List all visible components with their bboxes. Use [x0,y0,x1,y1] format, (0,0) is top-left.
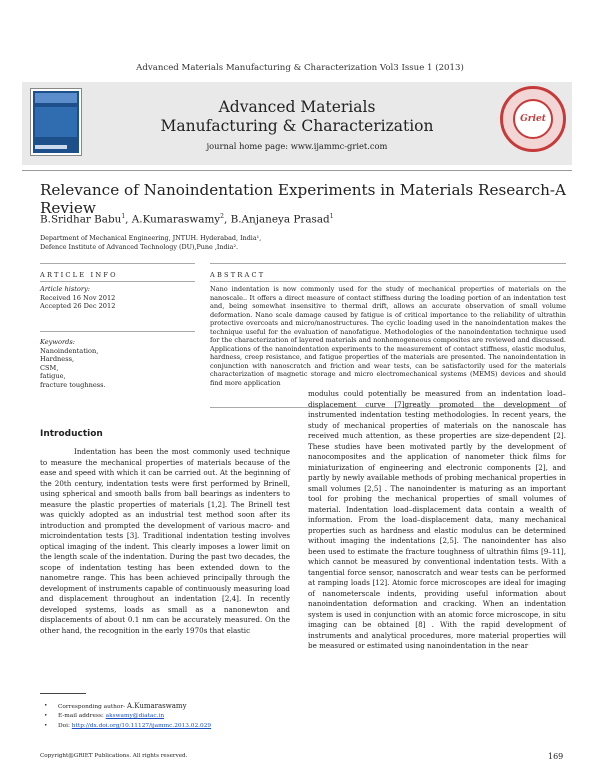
affiliations [40,234,261,252]
introduction-heading: Introduction [40,429,103,439]
divider [40,331,195,332]
email-link[interactable]: akswamy@diatac.in [105,713,165,720]
author-sup: 1 [121,213,126,220]
author-list: B.Sridhar Babu$^1$, A.Kumaraswamy$^2$, B.Anjaneya Prasad$^1$ [40,213,334,226]
journal-name-line2: Manufacturing & Characterization [160,117,434,135]
affiliation-line: Department of Mechanical Engineering, JNTUH. Hyderabad, India¹, [40,234,262,242]
journal-name [22,98,572,136]
keyword: fracture toughness. [40,380,106,389]
keywords-label: Keywords: [40,338,75,346]
author-sup: 2 [220,213,224,220]
divider [210,281,566,282]
introduction-column-right: modulus could potentially be measured from an indentation load–displacement curve [7]greatly promoted the development of instrumented indentation testing methodologies. In recent years, the study of mechanical properties of materials on the nanoscale has received much attention, as these properties are size-dependent [2]. These studies have been motivated partly by the development of nanocomposites and the application of nanometer thick films for miniaturization of engineering and electronic components [2], and partly by newly available methods of probing mechanical properties in small volumes [2,5] . The nanoindenter is maturing as an important tool for probing the mechanical properties of small volumes of material. Indentation load–displacement data contain a wealth of information. From the load–displacement data, many mechanical properties such as hardness and elastic modulus can be determined without imaging the indentations [2,5]. The nanoindenter has also been used to estimate the fracture toughness of ultrathin films [9–11], which cannot be measured by conventional indentation tests. With a tangential force sensor, nanoscratch and wear tests can be performed at ramping loads [12]. Atomic force microscopes are ideal for imaging of nanometerscale indents, providing useful information about nanoindentation deformation and cracking. When an indentation system is used in conjunction with an atomic force microscope, in situ imaging can be obtained [8] . With the rapid development of instruments and analytical procedures, more material properties will be measured or estimated using nanoindentation in the near [308,389,566,650]
keyword: CSM, [40,363,59,372]
footnote-divider [40,693,86,694]
abstract-body: Nano indentation is now commonly used for the study of mechanical properties of materials on the nanoscale.. It offers a direct measure of contact stiffness during the loading portion of an indentation test and, being somewhat insensitive to thermal drift, allows an accurate observation of small volume deformation. Nano scale damage caused by fatigue is of critical importance to the reliability of ultrathin protective overcoats and micro/nanostructures. The cyclic loading used in the nanoindentation makes the technique useful for the evaluation of nanofatigue. Methodologies of the nanoindentation technique used for the characterization of layered materials and nonhomogeneous composites are reviewed and discussed. Applications of the nanoindentation experiments to the measurement of contact stiffness, elastic modulus, hardness, creep resistance, and fatigue properties of the materials are presented. The nanoindentation in conjunction with nanoscratch and friction and wear tests, can be satisfactorily used for the materials characterization of magnetic storage and micro electromechanical systems (MEMS) devices and should find more application [210,285,566,388]
griet-seal-logo [500,86,566,152]
header-divider [22,170,572,171]
history-label: Article history: [40,285,90,293]
doi-label: Doi: [58,722,70,729]
email-line [44,712,211,721]
footnotes [44,702,211,731]
accepted-date: Accepted 26 Dec 2012 [40,302,116,311]
corresponding-name: A.Kumaraswamy [126,702,187,710]
journal-banner [22,82,572,165]
corresponding-author [44,702,211,712]
keyword: Hardness, [40,355,75,364]
doi-line [44,722,211,731]
author-sup: 1 [329,213,334,220]
journal-homepage[interactable]: journal home page: www.ijammc-griet.com [206,141,388,151]
seal-text: Griet [513,99,553,139]
affiliation-line: Defence Institute of Advanced Technology (DU),Pune ,India². [40,243,239,251]
divider [40,263,195,264]
page-number: 169 [548,752,564,761]
article-info-label: ARTICLE INFO [40,271,118,279]
author-name: B.Sridhar Babu [40,213,122,226]
corresponding-label: Corresponding author- [58,704,126,710]
abstract-label: ABSTRACT [210,271,266,279]
copyright: Copyright@GRIET Publications. All rights reserved. [40,753,188,759]
divider [40,281,195,282]
divider [210,263,566,264]
doi-link[interactable]: http://dx.doi.org/10.11127/ijammc.2013.02.029 [71,722,212,729]
author-name: A.Kumaraswamy [131,213,221,226]
journal-running-header: Advanced Materials Manufacturing & Characterization Vol3 Issue 1 (2013) [136,63,464,73]
email-label: E-mail address: [58,713,104,720]
received-date: Received 16 Nov 2012 [40,293,116,302]
journal-name-line1: Advanced Materials [218,98,376,116]
author-name: B.Anjaneya Prasad [230,213,330,226]
keyword: fatigue, [40,372,66,381]
introduction-column-left: Indentation has been the most commonly used technique to measure the mechanical properties of materials because of the ease and speed with which it can be carried out. At the beginning of the 20th century, indentation tests were first performed by Brinell, using spherical and smooth balls from ball bearings as indenters to measure the plastic properties of materials [1,2]. The Brinell test was quickly adopted as an industrial test method soon after its introduction and prompted the development of various macro- and microindentation tests [3]. Traditional indentation testing involves optical imaging of the indent. This clearly imposes a lower limit on the length scale of the indentation. During the past two decades, the scope of indentation testing has been extended down to the nanometre range. This has been achieved principally through the development of instruments capable of continuously measuring load and displacement throughout an indentation [2,4]. In recently developed systems, loads as small as a nanonewton and displacements of about 0.1 nm can be accurately measured. On the other hand, the recognition in the early 1970s that elastic [40,447,290,635]
keyword: Nanoindentation, [40,346,99,355]
paper-title: Relevance of Nanoindentation Experiments in Materials Research-A Review [40,181,566,217]
keywords [40,334,195,390]
article-history [40,285,195,311]
